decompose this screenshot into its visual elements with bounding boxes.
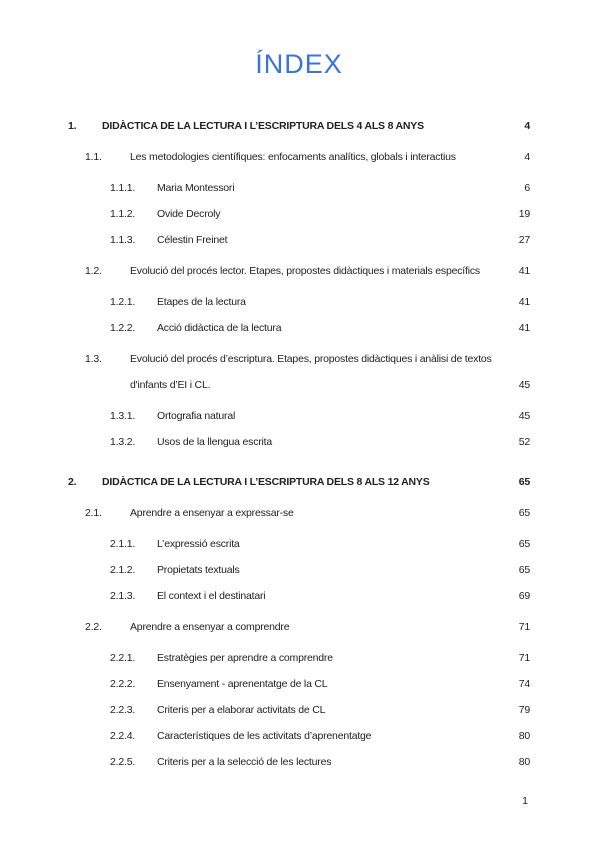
- toc-entry: [68, 718, 530, 744]
- toc-entry: [68, 248, 530, 279]
- toc-entry: [68, 692, 530, 718]
- toc-entry-page: 41: [518, 322, 530, 334]
- toc-entry-number: 1.2.: [85, 265, 102, 277]
- toc-entry-title: Estratègies per aprendre a comprendre: [157, 652, 333, 664]
- toc-entry-title: Ovide Decroly: [157, 208, 221, 220]
- toc-entry-page: 79: [518, 704, 530, 716]
- toc-entry-number: 2.2.2.: [110, 678, 136, 690]
- toc-entry-title: L’expressió escrita: [157, 538, 240, 550]
- toc-entry-title: Aprendre a ensenyar a expressar-se: [130, 507, 294, 519]
- toc-entry-number: 1.3.1.: [110, 410, 136, 422]
- toc-entry: [68, 165, 530, 196]
- toc-entry-title: Característiques de les activitats d’aprenentatge: [157, 730, 372, 742]
- toc-entry-page: 71: [518, 652, 530, 664]
- toc-entry-page: 4: [524, 120, 530, 132]
- toc-entry: [68, 336, 530, 393]
- toc-entry-title-block: [130, 351, 530, 393]
- toc-entry-page: 45: [518, 410, 530, 422]
- toc-entry-page: 65: [518, 476, 530, 488]
- toc-entry-title: Ortografia natural: [157, 410, 236, 422]
- toc-entry: [68, 604, 530, 635]
- toc-entry: [68, 521, 530, 552]
- toc-entry-number: 1.: [68, 120, 77, 132]
- toc-entry: [68, 134, 530, 165]
- toc-entry-page: 71: [518, 621, 530, 633]
- toc-entry-title-continuation: d'infants d’EI i CL.: [130, 379, 211, 391]
- toc-entry: [68, 744, 530, 770]
- toc-entry-number: 2.2.4.: [110, 730, 136, 742]
- toc-entry-title: Aprendre a ensenyar a comprendre: [130, 621, 290, 633]
- toc-entry: [68, 578, 530, 604]
- toc-entry-number: 2.2.3.: [110, 704, 136, 716]
- table-of-contents: [68, 94, 530, 770]
- toc-entry: [68, 450, 530, 490]
- toc-entry-number: 1.2.1.: [110, 296, 136, 308]
- toc-entry-title: DIDÀCTICA DE LA LECTURA I L’ESCRIPTURA DELS 8 ALS 12 ANYS: [102, 476, 430, 488]
- toc-entry-title: Acció didàctica de la lectura: [157, 322, 282, 334]
- toc-entry-page: 80: [518, 756, 530, 768]
- toc-entry-page: 69: [518, 590, 530, 602]
- toc-entry: [68, 310, 530, 336]
- toc-entry: [68, 393, 530, 424]
- toc-entry-title: DIDÀCTICA DE LA LECTURA I L’ESCRIPTURA DELS 4 ALS 8 ANYS: [102, 120, 424, 132]
- toc-entry-title: Ensenyament - aprenentatge de la CL: [157, 678, 328, 690]
- toc-entry: [68, 666, 530, 692]
- toc-entry-number: 2.2.5.: [110, 756, 136, 768]
- toc-entry: [68, 490, 530, 521]
- toc-entry-number: 1.1.: [85, 151, 102, 163]
- toc-entry-number: 1.1.1.: [110, 182, 136, 194]
- toc-entry-page: 41: [518, 296, 530, 308]
- toc-entry-page: 80: [518, 730, 530, 742]
- toc-entry-page: 52: [518, 436, 530, 448]
- toc-entry: [68, 94, 530, 134]
- toc-entry: [68, 222, 530, 248]
- toc-entry-page: 41: [518, 265, 530, 277]
- toc-entry-title: Etapes de la lectura: [157, 296, 246, 308]
- toc-entry-page: 65: [518, 507, 530, 519]
- toc-entry-title: Criteris per a la selecció de les lectures: [157, 756, 332, 768]
- toc-entry-title: El context i el destinatari: [157, 590, 266, 602]
- toc-entry-number: 1.1.3.: [110, 234, 136, 246]
- toc-entry-title: Evolució del procés d’escriptura. Etapes, propostes didàctiques i anàlisi de textos: [130, 353, 492, 365]
- toc-entry-number: 2.2.1.: [110, 652, 136, 664]
- toc-entry-page: 27: [518, 234, 530, 246]
- toc-entry-number: 2.1.: [85, 507, 102, 519]
- toc-entry-number: 2.: [68, 476, 77, 488]
- toc-entry-page: 65: [518, 564, 530, 576]
- toc-entry-title: Les metodologies científiques: enfocaments analítics, globals i interactius: [130, 151, 456, 163]
- toc-entry-number: 1.1.2.: [110, 208, 136, 220]
- toc-entry-number: 2.1.1.: [110, 538, 136, 550]
- toc-entry-title-continuation-line: [130, 367, 530, 393]
- toc-entry-page: 45: [518, 379, 530, 391]
- toc-entry-page: 6: [524, 182, 530, 194]
- toc-entry: [68, 635, 530, 666]
- toc-entry-number: 1.3.2.: [110, 436, 136, 448]
- toc-entry-number: 1.3.: [85, 353, 102, 365]
- toc-entry: [68, 196, 530, 222]
- toc-entry: [68, 279, 530, 310]
- toc-entry-number: 2.1.3.: [110, 590, 136, 602]
- page-title: ÍNDEX: [255, 49, 343, 79]
- footer-page-number: 1: [522, 795, 528, 807]
- toc-entry-number: 2.2.: [85, 621, 102, 633]
- toc-entry-number: 1.2.2.: [110, 322, 136, 334]
- toc-entry-page: 4: [524, 151, 530, 163]
- toc-entry-title: Criteris per a elaborar activitats de CL: [157, 704, 326, 716]
- toc-entry-title: Usos de la llengua escrita: [157, 436, 273, 448]
- toc-entry: [68, 424, 530, 450]
- toc-entry-page: 19: [518, 208, 530, 220]
- toc-entry-page: 65: [518, 538, 530, 550]
- toc-entry-title: Maria Montessori: [157, 182, 235, 194]
- toc-entry: [68, 552, 530, 578]
- toc-entry-number: 2.1.2.: [110, 564, 136, 576]
- toc-entry-title: Evolució del procés lector. Etapes, propostes didàctiques i materials específics: [130, 265, 480, 277]
- toc-entry-title: Propietats textuals: [157, 564, 240, 576]
- toc-entry-page: 74: [518, 678, 530, 690]
- toc-entry-title: Célestin Freinet: [157, 234, 228, 246]
